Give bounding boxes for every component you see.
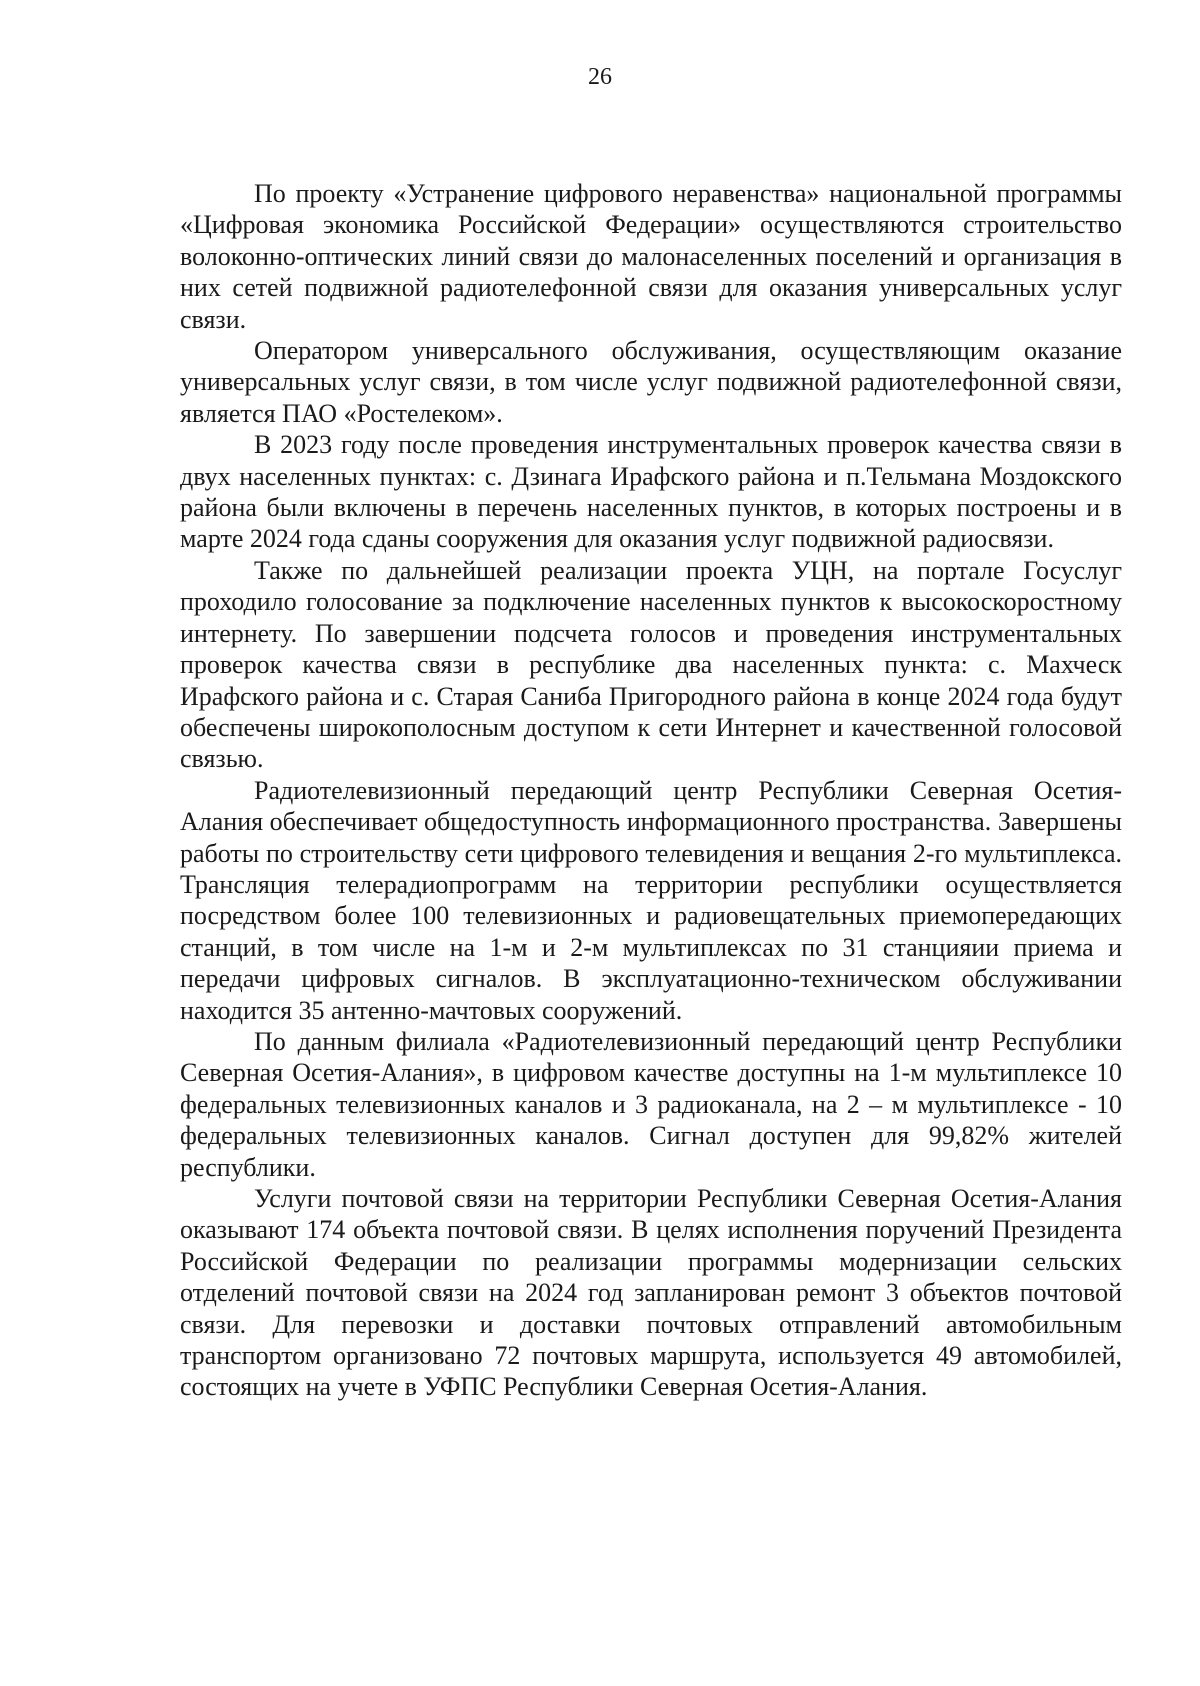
paragraph-digital-divide: По проекту «Устранение цифрового неравенства» национальной программы «Цифровая экономика Российской Федерации» осуществляются строительство волоконно-оптических линий связи до малонаселенных поселений и организация в них сетей подвижной радиотелефонной связи для оказания универсальных услуг связи. <box>180 179 1122 334</box>
paragraph-gosuslugi-voting: Также по дальнейшей реализации проекта УЦН, на портале Госуслуг проходило голосование за подключение населенных пунктов к высокоскоростному интернету. По завершении подсчета голосов и проведения инструментальных проверок качества связи в республике два населенных пункта: с. Махческ Ирафского района и с. Старая Саниба Пригородного района в конце 2024 года будут обеспечены широкополосным доступом к сети Интернет и качественной голосовой связью. <box>180 555 1122 774</box>
paragraph-universal-operator: Оператором универсального обслуживания, осуществляющим оказание универсальных услуг связи, в том числе услуг подвижной радиотелефонной связи, является ПАО «Ростелеком». <box>180 336 1122 428</box>
paragraph-broadcast-center: Радиотелевизионный передающий центр Республики Северная Осетия-Алания обеспечивает общедоступность информационного пространства. Завершены работы по строительству сети цифрового телевидения и вещания 2-го мультиплекса. Трансляция телерадиопрограмм на территории республики осуществляется посредством более 100 телевизионных и радиовещательных приемопередающих станций, в том числе на 1-м и 2-м мультиплексах по 31 станцияии приема и передачи цифровых сигналов. В эксплуатационно-техническом обслуживании находится 35 антенно-мачтовых сооружений. <box>180 775 1122 1025</box>
document-body <box>180 178 1122 1403</box>
paragraph-2023-inspections: В 2023 году после проведения инструментальных проверок качества связи в двух населенных пунктах: с. Дзинага Ирафского района и п.Тельмана Моздокского района были включены в перечень населенных пунктов, в которых построены и в марте 2024 года сданы сооружения для оказания услуг подвижной радиосвязи. <box>180 430 1122 554</box>
page-number: 26 <box>588 64 612 90</box>
paragraph-multiplex-channels: По данным филиала «Радиотелевизионный передающий центр Республики Северная Осетия-Алания», в цифровом качестве доступны на 1-м мультиплексе 10 федеральных телевизионных каналов и 3 радиоканала, на 2 – м мультиплексе - 10 федеральных телевизионных каналов. Сигнал доступен для 99,82% жителей республики. <box>180 1026 1122 1182</box>
paragraph-postal-services: Услуги почтовой связи на территории Республики Северная Осетия-Алания оказывают 174 объекта почтовой связи. В целях исполнения поручений Президента Российской Федерации по реализации программы модернизации сельских отделений почтовой связи на 2024 год запланирован ремонт 3 объектов почтовой связи. Для перевозки и доставки почтовых отправлений автомобильным транспортом организовано 72 почтовых маршрута, используется 49 автомобилей, состоящих на учете в УФПС Республики Северная Осетия-Алания. <box>180 1184 1122 1402</box>
